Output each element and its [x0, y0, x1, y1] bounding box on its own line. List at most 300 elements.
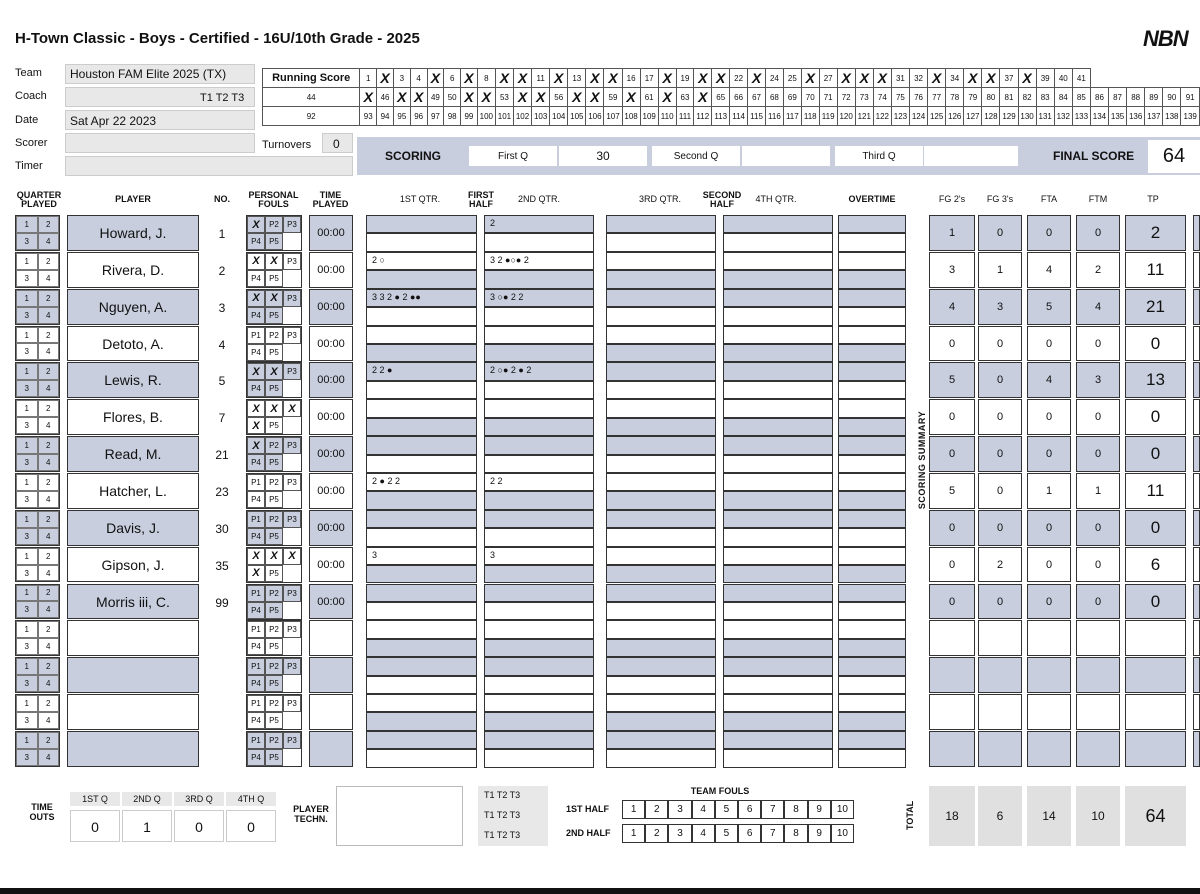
fta-cell[interactable] — [1027, 362, 1071, 398]
ftm-cell[interactable] — [1076, 694, 1120, 730]
time-played-cell[interactable] — [309, 731, 353, 767]
score-cell-56[interactable]: 56 — [550, 88, 568, 107]
scoring-cell[interactable] — [723, 731, 833, 749]
scoring-cell[interactable] — [723, 455, 833, 473]
score-cell-8[interactable]: 8 — [477, 69, 495, 88]
foul-p1[interactable]: X — [247, 216, 265, 233]
scoring-cell[interactable] — [366, 547, 477, 565]
score-cell-116[interactable]: 116 — [765, 107, 783, 126]
quarter-2[interactable]: 2 — [38, 253, 60, 270]
quarter-4[interactable]: 4 — [38, 307, 60, 324]
scoring-cell[interactable] — [838, 547, 906, 565]
foul-p1[interactable]: X — [247, 363, 265, 380]
scoring-cell[interactable] — [366, 510, 477, 528]
foul-p1[interactable]: P1 — [247, 474, 265, 491]
quarter-1[interactable]: 1 — [16, 400, 38, 417]
fg2-cell[interactable] — [929, 215, 975, 251]
score-cell-90[interactable]: 90 — [1163, 88, 1181, 107]
score-cell-106[interactable]: 106 — [586, 107, 604, 126]
score-cell-115[interactable]: 115 — [748, 107, 766, 126]
quarter-3[interactable]: 3 — [16, 307, 38, 324]
scoring-cell[interactable] — [606, 436, 716, 454]
score-cell-131[interactable]: 131 — [1036, 107, 1054, 126]
scoring-cell[interactable] — [606, 528, 716, 546]
foul-p3[interactable]: P3 — [283, 290, 301, 307]
scoring-cell[interactable] — [366, 344, 477, 362]
tp-cell[interactable] — [1125, 362, 1186, 398]
scoring-cell[interactable] — [606, 657, 716, 675]
fg2-cell[interactable] — [929, 731, 975, 767]
scoring-cell[interactable] — [838, 289, 906, 307]
time-played-cell[interactable] — [309, 657, 353, 693]
score-cell-17[interactable]: 17 — [640, 69, 658, 88]
quarter-played-box[interactable] — [15, 215, 60, 251]
score-cell-107[interactable]: 107 — [604, 107, 622, 126]
player-name-cell[interactable] — [67, 731, 199, 767]
scoring-cell[interactable] — [606, 620, 716, 638]
score-cell-136[interactable]: 136 — [1127, 107, 1145, 126]
tp-cell[interactable] — [1125, 584, 1186, 620]
scoring-cell[interactable] — [484, 749, 594, 767]
quarter-1[interactable]: 1 — [16, 621, 38, 638]
score-cell-11[interactable]: 11 — [532, 69, 550, 88]
ftm-cell[interactable] — [1076, 326, 1120, 362]
scoring-cell[interactable] — [484, 270, 594, 288]
foul-empty[interactable] — [283, 638, 301, 655]
score-cell-129[interactable]: 129 — [1000, 107, 1018, 126]
scoring-cell[interactable] — [838, 639, 906, 657]
score-cell-35[interactable]: X — [964, 69, 982, 88]
player-name-cell[interactable] — [67, 289, 199, 325]
score-cell-24[interactable]: 24 — [765, 69, 783, 88]
scoring-cell[interactable] — [838, 436, 906, 454]
foul-p2[interactable]: P2 — [265, 732, 283, 749]
quarter-3[interactable]: 3 — [16, 675, 38, 692]
tp-cell[interactable] — [1125, 694, 1186, 730]
foul-p2[interactable]: P2 — [265, 437, 283, 454]
fg3-cell[interactable] — [978, 510, 1022, 546]
scoring-cell[interactable] — [606, 252, 716, 270]
scoring-cell[interactable] — [366, 584, 477, 602]
score-cell-99[interactable]: 99 — [461, 107, 478, 126]
quarter-4[interactable]: 4 — [38, 638, 60, 655]
score-cell-80[interactable]: 80 — [982, 88, 1000, 107]
player-name-cell[interactable] — [67, 584, 199, 620]
scoring-cell[interactable] — [484, 694, 594, 712]
foul-p3[interactable]: P3 — [283, 695, 301, 712]
scoring-cell[interactable] — [723, 270, 833, 288]
foul-p2[interactable]: P2 — [265, 658, 283, 675]
score-cell-88[interactable]: 88 — [1127, 88, 1145, 107]
foul-p1[interactable]: X — [247, 437, 265, 454]
score-cell-120[interactable]: 120 — [837, 107, 855, 126]
fg3-cell[interactable] — [978, 547, 1022, 583]
fta-cell[interactable] — [1027, 547, 1071, 583]
tp-cell[interactable] — [1125, 326, 1186, 362]
scoring-cell[interactable] — [838, 676, 906, 694]
score-cell-89[interactable]: 89 — [1145, 88, 1163, 107]
foul-p3[interactable]: P3 — [283, 437, 301, 454]
fg3-cell[interactable] — [978, 620, 1022, 656]
quarter-1[interactable]: 1 — [16, 658, 38, 675]
score-cell-118[interactable]: 118 — [801, 107, 819, 126]
score-cell-9[interactable]: X — [495, 69, 513, 88]
fg2-cell[interactable] — [929, 694, 975, 730]
score-cell-60[interactable]: X — [622, 88, 640, 107]
fg3-cell[interactable] — [978, 252, 1022, 288]
score-cell-96[interactable]: 96 — [410, 107, 427, 126]
foul-p3[interactable]: P3 — [283, 253, 301, 270]
foul-p2[interactable]: P2 — [265, 474, 283, 491]
scoring-cell[interactable] — [366, 528, 477, 546]
scoring-cell[interactable] — [366, 307, 477, 325]
scoring-cell[interactable] — [838, 326, 906, 344]
fg3-cell[interactable] — [978, 436, 1022, 472]
scoring-cell[interactable] — [606, 289, 716, 307]
player-name-cell[interactable] — [67, 252, 199, 288]
scoring-cell[interactable] — [606, 399, 716, 417]
scoring-cell[interactable] — [838, 418, 906, 436]
scoring-cell[interactable] — [484, 712, 594, 730]
quarter-2[interactable]: 2 — [38, 548, 60, 565]
score-cell-26[interactable]: X — [801, 69, 819, 88]
foul-p4[interactable]: P4 — [247, 380, 265, 397]
score-cell-105[interactable]: 105 — [568, 107, 586, 126]
fta-cell[interactable] — [1027, 289, 1071, 325]
foul-p3[interactable]: P3 — [283, 363, 301, 380]
time-played-cell[interactable] — [309, 584, 353, 620]
score-cell-28[interactable]: X — [837, 69, 855, 88]
foul-p4[interactable]: P4 — [247, 270, 265, 287]
score-cell-85[interactable]: 85 — [1072, 88, 1090, 107]
scoring-cell[interactable] — [723, 657, 833, 675]
foul-empty[interactable] — [283, 602, 301, 619]
scoring-cell[interactable] — [838, 510, 906, 528]
scoring-cell[interactable] — [723, 712, 833, 730]
personal-fouls-box[interactable] — [246, 584, 302, 620]
second-half-foul-4[interactable]: 4 — [692, 824, 715, 843]
scoring-cell[interactable] — [723, 307, 833, 325]
scorer-field[interactable] — [65, 133, 255, 153]
ftm-cell[interactable] — [1076, 436, 1120, 472]
score-cell-39[interactable]: 39 — [1036, 69, 1054, 88]
quarter-3[interactable]: 3 — [16, 454, 38, 471]
scoring-cell[interactable] — [838, 344, 906, 362]
tp-cell[interactable] — [1125, 399, 1186, 435]
personal-fouls-box[interactable] — [246, 252, 302, 288]
scoring-cell[interactable] — [606, 712, 716, 730]
scoring-cell[interactable] — [366, 731, 477, 749]
fg2-cell[interactable] — [929, 289, 975, 325]
foul-p4[interactable]: P4 — [247, 233, 265, 250]
fta-cell[interactable] — [1027, 584, 1071, 620]
fta-cell[interactable] — [1027, 657, 1071, 693]
fg2-cell[interactable] — [929, 473, 975, 509]
scoring-cell[interactable] — [723, 749, 833, 767]
scoring-cell[interactable] — [723, 602, 833, 620]
score-cell-13[interactable]: 13 — [568, 69, 586, 88]
personal-fouls-box[interactable] — [246, 510, 302, 546]
foul-p4[interactable]: P4 — [247, 528, 265, 545]
quarter-1[interactable]: 1 — [16, 474, 38, 491]
quarter-2[interactable]: 2 — [38, 327, 60, 344]
quarter-4[interactable]: 4 — [38, 491, 60, 508]
scoring-cell[interactable] — [723, 565, 833, 583]
scoring-cell[interactable] — [606, 215, 716, 233]
team-field[interactable] — [65, 64, 255, 84]
quarter-4[interactable]: 4 — [38, 233, 60, 250]
player-name-cell[interactable] — [67, 326, 199, 362]
scoring-cell[interactable] — [838, 749, 906, 767]
quarter-3[interactable]: 3 — [16, 417, 38, 434]
first-half-foul-1[interactable]: 1 — [622, 800, 645, 819]
score-cell-52[interactable]: X — [477, 88, 495, 107]
scoring-cell[interactable] — [484, 233, 594, 251]
fg3-cell[interactable] — [978, 399, 1022, 435]
scoring-cell[interactable] — [723, 344, 833, 362]
score-cell-64[interactable]: X — [694, 88, 712, 107]
quarter-3[interactable]: 3 — [16, 343, 38, 360]
quarter-played-box[interactable] — [15, 657, 60, 693]
scoring-cell[interactable] — [484, 510, 594, 528]
first-half-foul-3[interactable]: 3 — [668, 800, 691, 819]
personal-fouls-box[interactable] — [246, 731, 302, 767]
score-cell-7[interactable]: X — [461, 69, 478, 88]
quarter-played-box[interactable] — [15, 547, 60, 583]
score-cell-112[interactable]: 112 — [694, 107, 712, 126]
quarter-3[interactable]: 3 — [16, 712, 38, 729]
second-half-foul-7[interactable]: 7 — [761, 824, 784, 843]
time-played-cell[interactable] — [309, 326, 353, 362]
quarter-3[interactable]: 3 — [16, 638, 38, 655]
personal-fouls-box[interactable] — [246, 694, 302, 730]
date-field[interactable] — [65, 110, 255, 130]
score-cell-94[interactable]: 94 — [377, 107, 394, 126]
foul-p2[interactable]: P2 — [265, 327, 283, 344]
scoring-cell[interactable] — [606, 602, 716, 620]
timer-field[interactable] — [65, 156, 353, 176]
scoring-cell[interactable] — [838, 528, 906, 546]
score-cell-114[interactable]: 114 — [730, 107, 748, 126]
scoring-cell[interactable] — [484, 620, 594, 638]
scoring-cell[interactable] — [484, 326, 594, 344]
scoring-cell[interactable] — [723, 528, 833, 546]
scoring-cell[interactable] — [366, 639, 477, 657]
score-cell-104[interactable]: 104 — [550, 107, 568, 126]
scoring-cell[interactable] — [723, 620, 833, 638]
foul-p5[interactable]: P5 — [265, 380, 283, 397]
scoring-cell[interactable] — [838, 712, 906, 730]
first-half-foul-5[interactable]: 5 — [715, 800, 738, 819]
score-cell-5[interactable]: X — [427, 69, 444, 88]
scoring-cell[interactable] — [723, 436, 833, 454]
second-half-foul-3[interactable]: 3 — [668, 824, 691, 843]
score-cell-68[interactable]: 68 — [765, 88, 783, 107]
scoring-cell[interactable] — [366, 399, 477, 417]
score-cell-137[interactable]: 137 — [1145, 107, 1163, 126]
quarter-2[interactable]: 2 — [38, 732, 60, 749]
scoring-cell[interactable] — [484, 418, 594, 436]
scoring-cell[interactable] — [723, 399, 833, 417]
player-name-cell[interactable] — [67, 362, 199, 398]
scoring-cell[interactable] — [838, 584, 906, 602]
scoring-cell[interactable] — [366, 620, 477, 638]
second-half-foul-9[interactable]: 9 — [808, 824, 831, 843]
foul-p1[interactable]: X — [247, 548, 265, 565]
quarter-1[interactable]: 1 — [16, 253, 38, 270]
score-cell-132[interactable]: 132 — [1054, 107, 1072, 126]
quarter-played-box[interactable] — [15, 399, 60, 435]
quarter-3[interactable]: 3 — [16, 380, 38, 397]
foul-p3[interactable]: P3 — [283, 621, 301, 638]
player-name-cell[interactable] — [67, 436, 199, 472]
scoring-cell[interactable] — [484, 381, 594, 399]
score-cell-128[interactable]: 128 — [982, 107, 1000, 126]
quarter-2[interactable]: 2 — [38, 474, 60, 491]
foul-p2[interactable]: X — [265, 363, 283, 380]
scoring-cell[interactable] — [723, 215, 833, 233]
scoring-cell[interactable] — [366, 326, 477, 344]
scoring-cell[interactable] — [484, 657, 594, 675]
score-cell-45[interactable]: X — [360, 88, 377, 107]
scoring-cell[interactable] — [484, 676, 594, 694]
quarter-3[interactable]: 3 — [16, 491, 38, 508]
score-cell-101[interactable]: 101 — [495, 107, 513, 126]
quarter-2[interactable]: 2 — [38, 437, 60, 454]
tp-cell[interactable] — [1125, 510, 1186, 546]
quarter-1[interactable]: 1 — [16, 732, 38, 749]
second-half-foul-1[interactable]: 1 — [622, 824, 645, 843]
foul-empty[interactable] — [283, 712, 301, 729]
first-half-foul-10[interactable]: 10 — [831, 800, 854, 819]
time-played-cell[interactable] — [309, 289, 353, 325]
fg2-cell[interactable] — [929, 399, 975, 435]
fg2-cell[interactable] — [929, 584, 975, 620]
fg2-cell[interactable] — [929, 436, 975, 472]
foul-p4[interactable]: P4 — [247, 638, 265, 655]
score-cell-86[interactable]: 86 — [1090, 88, 1108, 107]
scoring-cell[interactable] — [366, 749, 477, 767]
scoring-cell[interactable] — [484, 307, 594, 325]
score-cell-3[interactable]: 3 — [393, 69, 410, 88]
scoring-cell[interactable] — [723, 473, 833, 491]
first-half-foul-9[interactable]: 9 — [808, 800, 831, 819]
foul-p1[interactable]: P1 — [247, 621, 265, 638]
score-cell-55[interactable]: X — [532, 88, 550, 107]
foul-p5[interactable]: P5 — [265, 454, 283, 471]
score-cell-113[interactable]: 113 — [712, 107, 730, 126]
scoring-cell[interactable] — [366, 602, 477, 620]
quarter-4[interactable]: 4 — [38, 270, 60, 287]
foul-p4[interactable]: P4 — [247, 454, 265, 471]
first-half-foul-4[interactable]: 4 — [692, 800, 715, 819]
foul-p2[interactable]: P2 — [265, 511, 283, 528]
first-half-foul-8[interactable]: 8 — [784, 800, 807, 819]
score-cell-20[interactable]: X — [694, 69, 712, 88]
foul-empty[interactable] — [283, 528, 301, 545]
score-cell-32[interactable]: 32 — [909, 69, 927, 88]
scoring-cell[interactable] — [606, 731, 716, 749]
fta-cell[interactable] — [1027, 436, 1071, 472]
scoring-cell[interactable] — [484, 252, 594, 270]
ftm-cell[interactable] — [1076, 252, 1120, 288]
score-cell-44[interactable]: 44 — [263, 88, 360, 107]
foul-p3[interactable]: P3 — [283, 585, 301, 602]
quarter-3[interactable]: 3 — [16, 528, 38, 545]
foul-p1[interactable]: P1 — [247, 585, 265, 602]
quarter-3[interactable]: 3 — [16, 601, 38, 618]
quarter-4[interactable]: 4 — [38, 601, 60, 618]
scoring-cell[interactable] — [366, 712, 477, 730]
time-played-cell[interactable] — [309, 252, 353, 288]
scoring-cell[interactable] — [606, 455, 716, 473]
fta-cell[interactable] — [1027, 399, 1071, 435]
score-cell-121[interactable]: 121 — [855, 107, 873, 126]
fg3-cell[interactable] — [978, 657, 1022, 693]
scoring-cell[interactable] — [606, 639, 716, 657]
tp-cell[interactable] — [1125, 657, 1186, 693]
scoring-cell[interactable] — [838, 602, 906, 620]
score-cell-51[interactable]: X — [461, 88, 478, 107]
scoring-cell[interactable] — [366, 381, 477, 399]
score-cell-21[interactable]: X — [712, 69, 730, 88]
timeouts-q-value[interactable]: 0 — [70, 810, 120, 842]
foul-empty[interactable] — [283, 233, 301, 250]
score-cell-122[interactable]: 122 — [873, 107, 891, 126]
scoring-cell[interactable] — [366, 252, 477, 270]
score-cell-10[interactable]: X — [513, 69, 531, 88]
score-cell-46[interactable]: 46 — [377, 88, 394, 107]
foul-empty[interactable] — [283, 491, 301, 508]
scoring-cell[interactable] — [723, 326, 833, 344]
scoring-cell[interactable] — [366, 473, 477, 491]
score-cell-109[interactable]: 109 — [640, 107, 658, 126]
score-cell-130[interactable]: 130 — [1018, 107, 1036, 126]
scoring-cell[interactable] — [484, 455, 594, 473]
foul-p3[interactable]: P3 — [283, 658, 301, 675]
foul-p5[interactable]: P5 — [265, 565, 283, 582]
quarter-played-box[interactable] — [15, 694, 60, 730]
player-name-cell[interactable] — [67, 399, 199, 435]
foul-p3[interactable]: P3 — [283, 474, 301, 491]
personal-fouls-box[interactable] — [246, 362, 302, 398]
foul-empty[interactable] — [283, 380, 301, 397]
foul-p5[interactable]: P5 — [265, 749, 283, 766]
tp-cell[interactable] — [1125, 215, 1186, 251]
third-q-score[interactable] — [924, 146, 1018, 166]
scoring-cell[interactable] — [838, 270, 906, 288]
score-cell-31[interactable]: 31 — [891, 69, 909, 88]
score-cell-2[interactable]: X — [377, 69, 394, 88]
foul-p1[interactable]: P1 — [247, 658, 265, 675]
tech-field[interactable] — [336, 786, 463, 846]
foul-p1[interactable]: X — [247, 290, 265, 307]
foul-empty[interactable] — [283, 454, 301, 471]
quarter-played-box[interactable] — [15, 731, 60, 767]
scoring-cell[interactable] — [606, 584, 716, 602]
score-cell-57[interactable]: X — [568, 88, 586, 107]
foul-p2[interactable]: P2 — [265, 695, 283, 712]
ftm-cell[interactable] — [1076, 289, 1120, 325]
foul-p5[interactable]: P5 — [265, 270, 283, 287]
personal-fouls-box[interactable] — [246, 326, 302, 362]
foul-p1[interactable]: P1 — [247, 732, 265, 749]
foul-p4[interactable]: P4 — [247, 712, 265, 729]
score-cell-93[interactable]: 93 — [360, 107, 377, 126]
score-cell-71[interactable]: 71 — [819, 88, 837, 107]
player-name-cell[interactable] — [67, 620, 199, 656]
scoring-cell[interactable] — [366, 215, 477, 233]
